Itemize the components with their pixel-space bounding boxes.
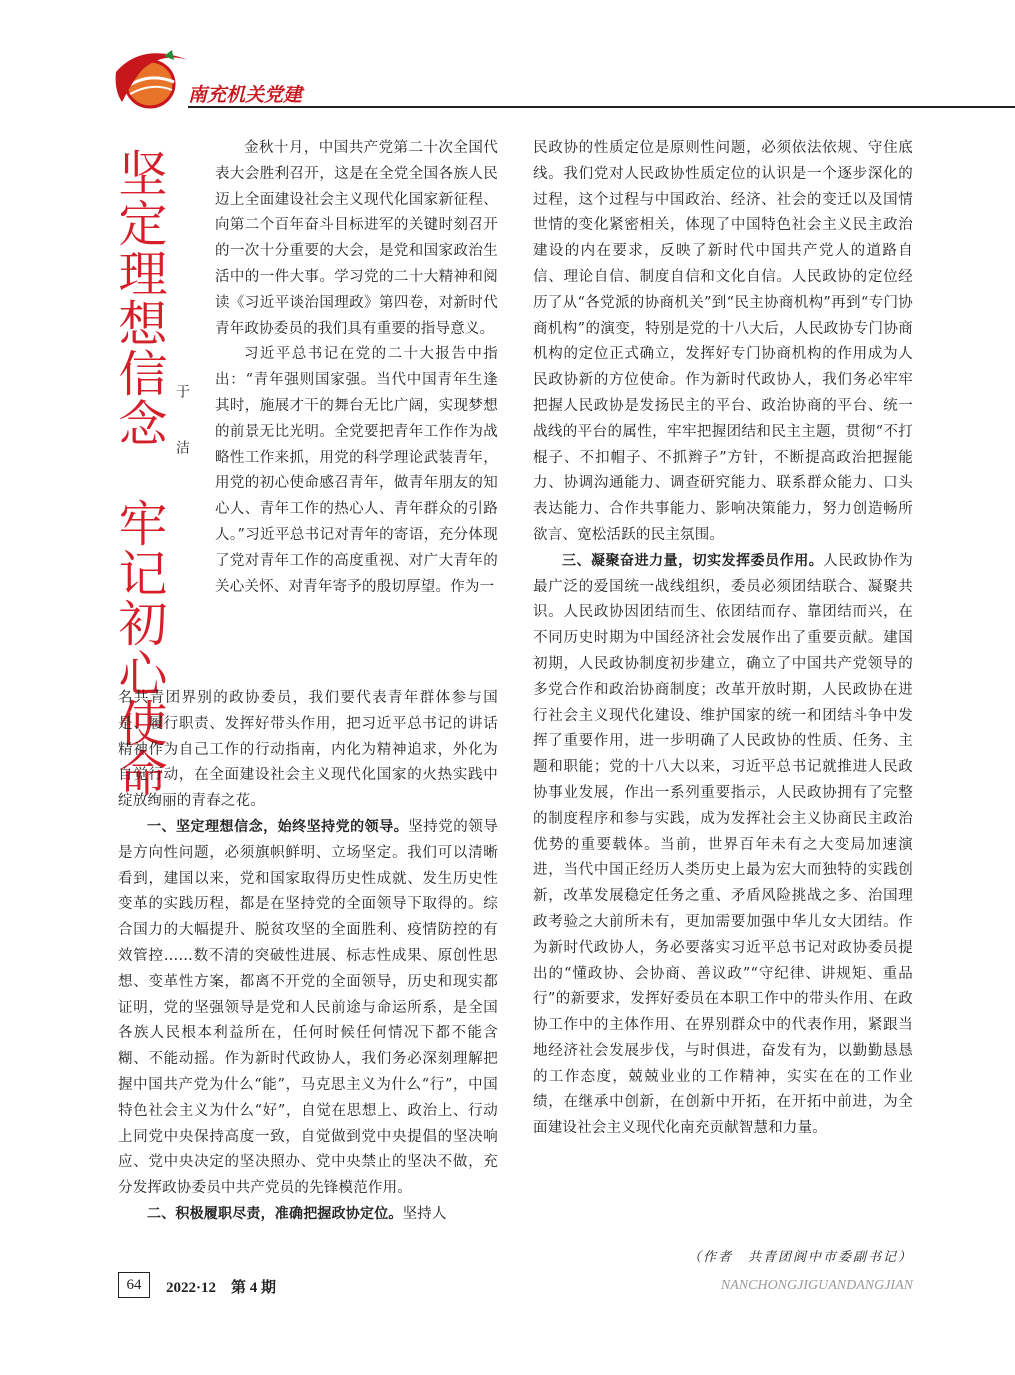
- paragraph-quote: 习近平总书记在党的二十大报告中指出：“青年强则国家强。当代中国青年生逢其时，施展才干的舞台无比广阔，实现梦想的前景无比光明。全党要把青年工作作为战略性工作来抓，用党的科学理论武装青年，用党的初心使命感召青年，做青年朋友的知心人、青年工作的热心人、青年群众的引路人。”习近平总书记对青年的寄语，充分体现了党对青年工作的高度重视、对广大青年的关心关怀、对青年寄予的殷切厚望。作为一: [215, 346, 498, 595]
- section-3-heading: 三、凝聚奋进力量，切实发挥委员作用。: [562, 552, 824, 569]
- section-2: [118, 1202, 498, 1228]
- brand-title: 南充机关党建: [188, 84, 303, 106]
- column-2: [533, 136, 913, 1142]
- paragraph-quote-continued: 名共青团界别的政协委员，我们要代表青年群体参与国是、履行职责、发挥好带头作用，把习近平总书记的讲话精神作为自己工作的行动指南，内化为精神追求，外化为自觉行动，在全面建设社会主义现代化国家的火热实践中绽放绚丽的青春之花。: [118, 690, 498, 810]
- article-author: 于 洁: [174, 384, 190, 468]
- column-1-top: [215, 136, 498, 600]
- author-byline: （作者 共青团阆中市委副书记）: [687, 1250, 913, 1265]
- section-3-body: 人民政协作为最广泛的爱国统一战线组织，委员必须团结联合、凝聚共识。人民政协因团结而生、依团结而存、靠团结而兴，在不同历史时期为中国经济社会发展作出了重要贡献。建国初期，人民政协制度初步建立，确立了中国共产党领导的多党合作和政治协商制度；改革开放时期，人民政协在进行社会主义现代化建设、维护国家的统一和团结斗争中发挥了重要作用，进一步明确了人民政协的性质、任务、主题和职能；党的十八大以来，习近平总书记就推进人民政协事业发展，作出一系列重要指示，人民政协拥有了完整的制度程序和参与实践，成为发挥社会主义协商民主政治优势的重要载体。当前，世界百年未有之大变局加速演进，当代中国正经历人类历史上最为宏大而独特的实践创新，改革发展稳定任务之重、矛盾风险挑战之多、治国理政考验之大前所未有，更加需要加强中华儿女大团结。作为新时代政协人，务必要落实习近平总书记对政协委员提出的“懂政协、会协商、善议政”“守纪律、讲规矩、重品行”的新要求，发挥好委员在本职工作中的带头作用、在政协工作中的主体作用、在界别群众中的代表作用，紧跟当地经济社会发展步伐，与时俱进，奋发有为，以勤勤恳恳的工作态度，兢兢业业的工作精神，实实在在的工作业绩，在继承中创新，在创新中开拓，在开拓中前进，为全面建设社会主义现代化南充贡献智慧和力量。: [533, 552, 913, 1137]
- header-rule: [188, 106, 1015, 108]
- paragraph-intro: 金秋十月，中国共产党第二十次全国代表大会胜利召开，这是在全党全国各族人民迈上全面建设社会主义现代化国家新征程、向第二个百年奋斗目标进军的关键时刻召开的一次十分重要的大会，是党和国家政治生活中的一件大事。学习党的二十大精神和阅读《习近平谈治国理政》第四卷，对新时代青年政协委员的我们具有重要的指导意义。: [215, 140, 498, 337]
- section-1: [118, 815, 498, 1202]
- section-3: [533, 549, 913, 1142]
- section-2-body-start: 坚持人: [402, 1205, 447, 1222]
- publication-name-en: NANCHONGJIGUANDANGJIAN: [720, 1278, 913, 1293]
- globe-ribbon-icon: [112, 42, 192, 112]
- section-1-heading: 一、坚定理想信念，始终坚持党的领导。: [147, 818, 409, 835]
- section-2-body-continued: 民政协的性质定位是原则性问题，必须依法依规、守住底线。我们党对人民政协性质定位的认识是一个逐步深化的过程，这个过程与中国政治、经济、社会的变迁以及国情世情的变化紧密相关，体现了中国特色社会主义民主政治建设的内在要求，反映了新时代中国共产党人的道路自信、理论自信、制度自信和文化自信。人民政协的定位经历了从“各党派的协商机关”到“民主协商机构”再到“专门协商机构”的演变，特别是党的十八大后，人民政协专门协商机构的定位正式确立，发挥好专门协商机构的作用成为人民政协新的方位使命。作为新时代政协人，我们务必牢牢把握人民政协是发扬民主的平台、政治协商的平台、统一战线的平台的属性，牢牢把握团结和民主主题，贯彻“不打棍子、不扣帽子、不抓辫子”方针，不断提高政治把握能力、协调沟通能力、调查研究能力、联系群众能力、口头表达能力、合作共事能力、影响决策能力，努力创造畅所欲言、宽松活跃的民主氛围。: [533, 140, 913, 543]
- issue-label: 2022·12 第 4 期: [166, 1280, 277, 1296]
- section-1-body: 坚持党的领导是方向性问题，必须旗帜鲜明、立场坚定。我们可以清晰看到，建国以来，党和国家取得历史性成就、发生历史性变革的实践历程，都是在坚持党的全面领导下取得的。综合国力的大幅提升、脱贫攻坚的全面胜利、疫情防控的有效管控……数不清的突破性进展、标志性成果、原创性思想、变革性方案，都离不开党的全面领导，历史和现实都证明，党的坚强领导是党和人民前途与命运所系，是全国各族人民根本利益所在，任何时候任何情况下都不能含糊、不能动摇。作为新时代政协人，我们务必深刻理解把握中国共产党为什么“能”，马克思主义为什么“行”，中国特色社会主义为什么“好”，自觉在思想上、政治上、行动上同党中央保持高度一致，自觉做到党中央提倡的坚决响应、党中央决定的坚决照办、党中央禁止的坚决不做，充分发挥政协委员中共产党员的先锋模范作用。: [118, 818, 498, 1197]
- column-1-bottom: [118, 686, 498, 1228]
- section-2-heading: 二、积极履职尽责，准确把握政协定位。: [147, 1205, 403, 1222]
- article-title: 坚定理想信念 牢记初心使命: [111, 148, 168, 798]
- page-number: 64: [118, 1272, 150, 1298]
